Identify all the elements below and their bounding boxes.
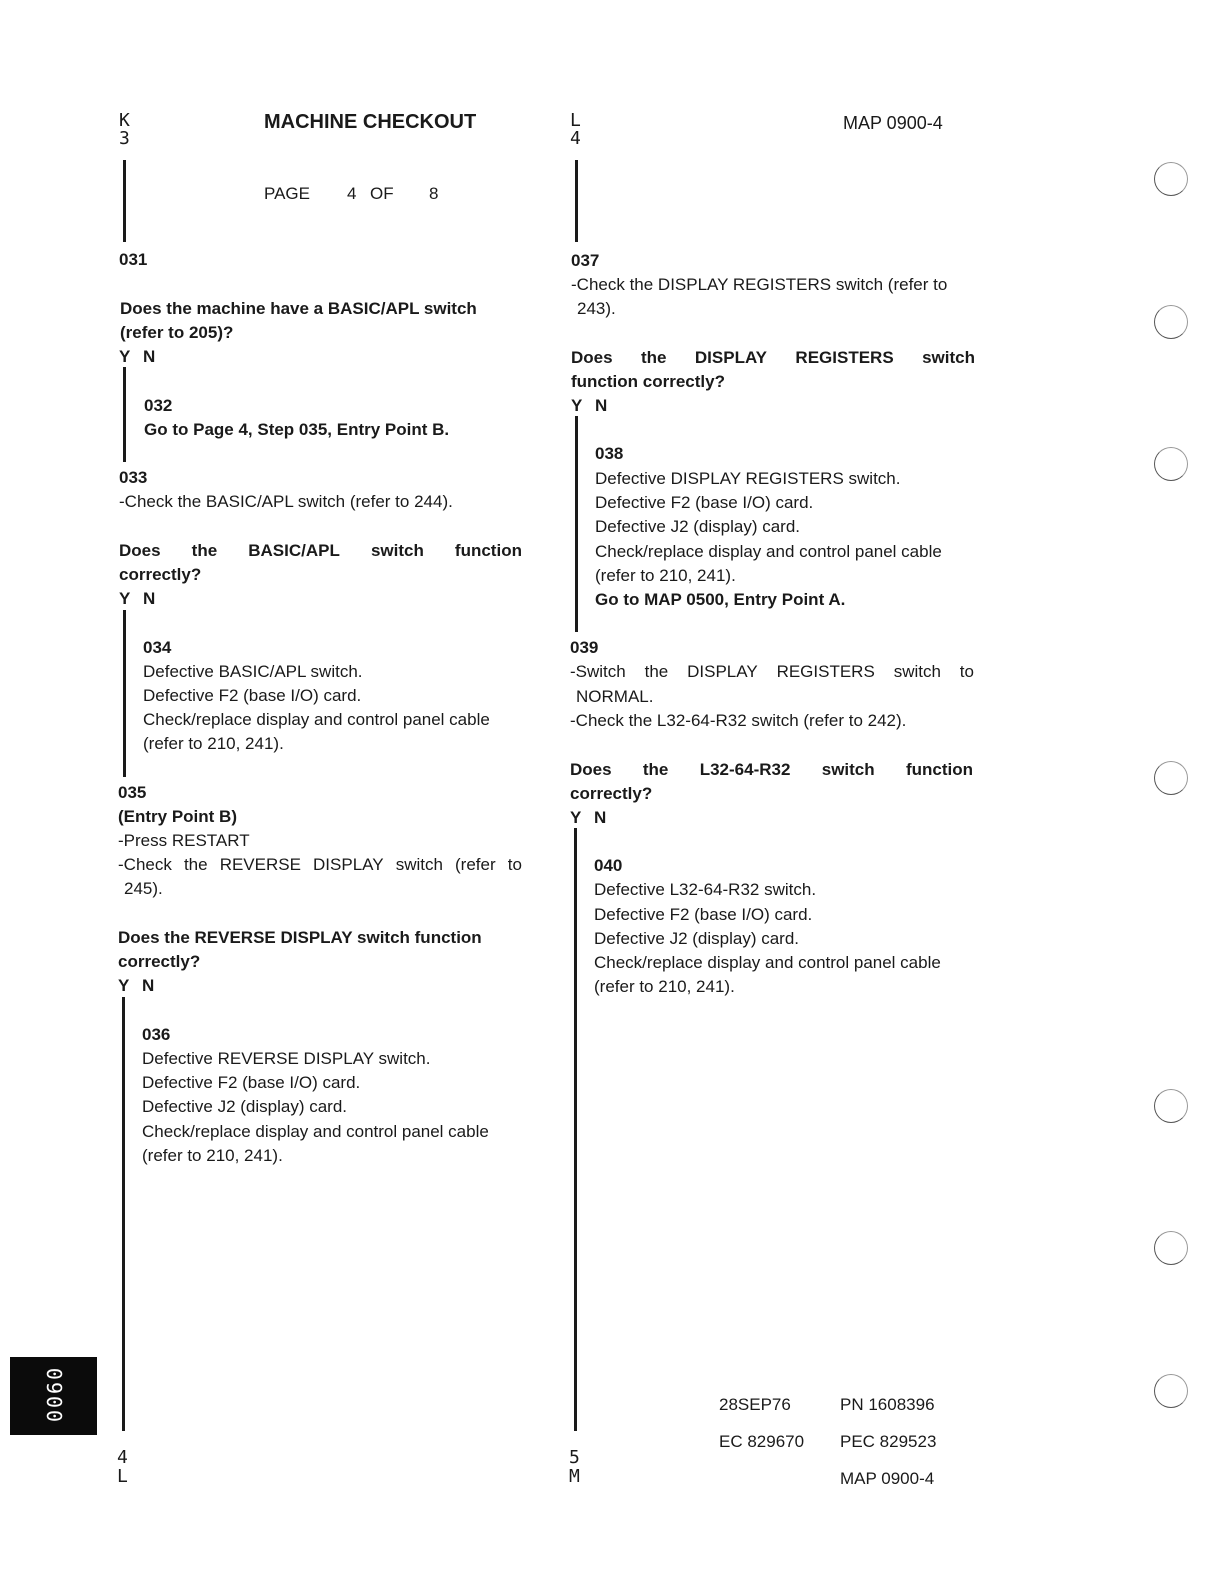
step-number: 033 [119,468,148,487]
word: REVERSE [219,855,301,874]
instruction-line: -Check the BASIC/APL switch (refer to 244). [119,492,453,511]
binder-hole-icon [1154,761,1188,795]
yes-label: Y [571,396,583,415]
left-ref-letter: K [119,110,130,131]
question-line: correctly? [119,565,202,584]
word: REGISTERS [795,348,894,367]
left-bottom-ref-number: 4 [117,1447,128,1468]
action-line: Check/replace display and control panel cable [595,542,942,561]
action-line: Defective J2 (display) card. [142,1097,348,1116]
word: Does [119,541,161,560]
action-line: Defective J2 (display) card. [595,517,801,536]
word: L32-64-R32 [699,760,791,779]
question-line: (refer to 205)? [120,323,234,342]
no-label: N [142,976,155,995]
goto-line: Go to MAP 0500, Entry Point A. [595,590,846,609]
action-line: Defective F2 (base I/O) card. [142,1073,361,1092]
word: switch [893,662,941,681]
word: switch [922,348,975,367]
no-label: N [143,589,156,608]
right-bottom-ref-letter: M [569,1466,580,1487]
word: the [640,348,667,367]
question-line: correctly? [118,952,201,971]
entry-point-label: (Entry Point B) [118,807,237,826]
no-label: N [594,808,607,827]
step-number: 037 [571,251,600,270]
flow-line-left-top [123,160,126,242]
yes-label: Y [118,976,130,995]
page-title: MACHINE CHECKOUT [264,111,477,133]
instruction-line [570,660,974,684]
yes-label: Y [570,808,582,827]
word: -Check [118,855,172,874]
word: switch [395,855,443,874]
binder-hole-icon [1154,1374,1188,1408]
instruction-line: 243). [577,299,616,318]
action-line: (refer to 210, 241). [594,977,735,996]
word: DISPLAY [687,662,758,681]
no-label: N [595,396,608,415]
action-line: Defective REVERSE DISPLAY switch. [142,1049,431,1068]
action-line: Check/replace display and control panel cable [142,1122,489,1141]
right-bottom-ref-number: 5 [569,1447,580,1468]
question-line: function correctly? [571,372,725,391]
word: the [191,541,218,560]
instruction-line [118,853,522,877]
right-ref-letter: L [570,110,581,131]
binder-hole-icon [1154,1089,1188,1123]
action-line: (refer to 210, 241). [595,566,736,585]
question-line: correctly? [570,784,653,803]
word: -Switch [570,662,626,681]
no-label: N [143,347,156,366]
right-ref-number: 4 [570,128,581,149]
action-line: (refer to 210, 241). [142,1146,283,1165]
flow-line-right-yn2 [574,828,577,1431]
page-total: 8 [429,184,439,203]
footer-map-id: MAP 0900-4 [840,1469,935,1488]
action-line: Defective BASIC/APL switch. [143,662,363,681]
page-of: OF [370,184,394,203]
action-line: Check/replace display and control panel cable [143,710,490,729]
section-tab-label: 0900 [42,1367,66,1425]
word: function [454,541,522,560]
step-number: 036 [142,1025,171,1044]
word: Does [570,760,612,779]
word: to [959,662,974,681]
action-line: (refer to 210, 241). [143,734,284,753]
binder-hole-icon [1154,1231,1188,1265]
action-line: Defective DISPLAY REGISTERS switch. [595,469,901,488]
action-line: Defective L32-64-R32 switch. [594,880,817,899]
footer-date: 28SEP76 [719,1395,791,1414]
footer-part-number: PN 1608396 [840,1395,935,1414]
footer-pec: PEC 829523 [840,1432,937,1451]
step-number: 034 [143,638,172,657]
action-line: Defective F2 (base I/O) card. [594,905,813,924]
question-line [119,539,522,563]
word: switch [370,541,424,560]
flow-line-left-yn1 [123,367,126,462]
binder-hole-icon [1154,447,1188,481]
word: Does [571,348,613,367]
question-line [571,346,975,370]
word: the [642,760,669,779]
section-tab [10,1357,97,1435]
word: the [644,662,669,681]
left-ref-number: 3 [119,128,130,149]
instruction-line: 245). [124,879,163,898]
word: the [183,855,208,874]
question-line: Does the machine have a BASIC/APL switch [120,299,477,318]
word: DISPLAY [313,855,384,874]
word: BASIC/APL [248,541,340,560]
flow-line-right-yn1 [575,416,578,632]
page-number: 4 [347,184,357,203]
step-number: 040 [594,856,623,875]
binder-hole-icon [1154,162,1188,196]
action-line: Defective F2 (base I/O) card. [143,686,362,705]
action-line: Defective J2 (display) card. [594,929,800,948]
step-number: 031 [119,250,148,269]
flow-line-right-top [575,160,578,242]
binder-hole-icon [1154,305,1188,339]
step-number: 038 [595,444,624,463]
word: function [905,760,973,779]
footer-ec: EC 829670 [719,1432,805,1451]
word: (refer [455,855,496,874]
word: switch [821,760,875,779]
yes-label: Y [119,589,131,608]
step-number: 032 [144,396,173,415]
instruction-line: -Press RESTART [118,831,250,850]
yes-label: Y [119,347,131,366]
action-line: Check/replace display and control panel cable [594,953,941,972]
word: to [507,855,522,874]
instruction-line: NORMAL. [576,687,654,706]
map-id-header: MAP 0900-4 [843,113,943,133]
question-line: Does the REVERSE DISPLAY switch function [118,928,482,947]
word: REGISTERS [776,662,875,681]
step-number: 035 [118,783,147,802]
instruction-line: -Check the DISPLAY REGISTERS switch (refer to [571,275,948,294]
page-label: PAGE [264,184,310,203]
left-bottom-ref-letter: L [117,1466,128,1487]
flow-line-left-yn2 [123,610,126,777]
question-line [570,758,973,782]
goto-line: Go to Page 4, Step 035, Entry Point B. [144,420,450,439]
word: DISPLAY [694,348,768,367]
flow-line-left-yn3 [122,997,125,1431]
step-number: 039 [570,638,599,657]
action-line: Defective F2 (base I/O) card. [595,493,814,512]
instruction-line: -Check the L32-64-R32 switch (refer to 242). [570,711,907,730]
